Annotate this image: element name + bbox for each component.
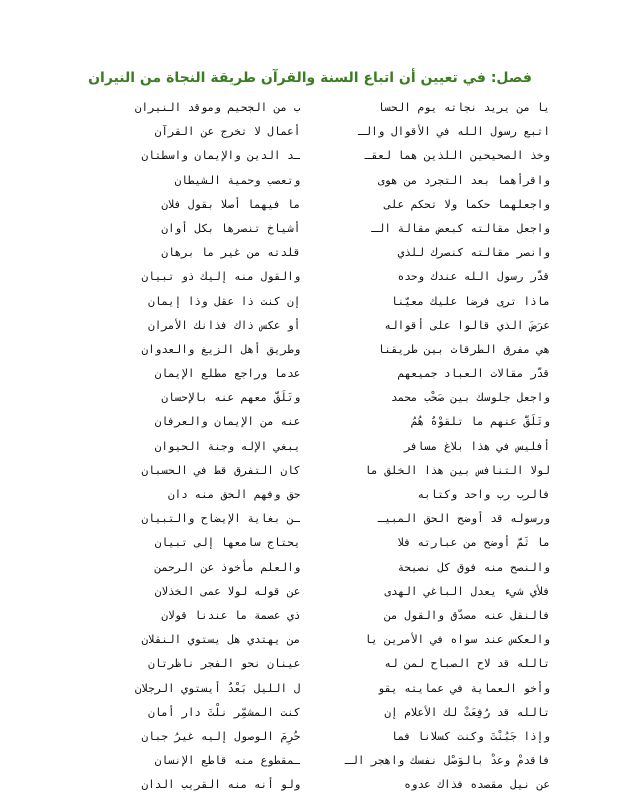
verse-first-hemistich: وانصر مقالته كنصرك للذي <box>397 246 550 260</box>
verse-first-hemistich: واقرأهما بعد التجرد من هوى <box>377 173 550 187</box>
poem-verses <box>70 96 550 797</box>
verse-first-hemistich: والعكس عند سواه في الأمرين يا <box>364 633 550 647</box>
verse-line <box>70 725 550 749</box>
verse-line <box>70 362 550 386</box>
verse-line <box>70 701 550 725</box>
verse-line <box>70 410 550 434</box>
verse-line <box>70 604 550 628</box>
verse-second-hemistich: حُرِمَ الوصول إليه غيرُ جبان <box>141 729 301 743</box>
verse-line <box>70 677 550 701</box>
verse-line <box>70 265 550 289</box>
verse-line <box>70 338 550 362</box>
section-title: فصل: في تعيين أن اتباع السنة والقرآن طريقة النجاة من النيران <box>88 70 532 86</box>
verse-first-hemistich: وخذ الصحيحين اللذين هما لعقـ <box>364 149 550 163</box>
verse-first-hemistich: فاقدمْ وعدْ بالوَصْل نفسك واهجر الـ <box>344 754 550 768</box>
verse-first-hemistich: واجعلهما حكما ولا تحكم على <box>384 197 550 211</box>
verse-second-hemistich: إن كنت ذا عقل وذا إيمان <box>148 294 301 308</box>
verse-second-hemistich: عنه من الإيمان والعرفان <box>154 415 301 429</box>
verse-first-hemistich: فالنقل عنه مصدّق والقول من <box>384 608 550 622</box>
verse-first-hemistich: فالرب رب واحد وكتابه <box>417 488 550 501</box>
verse-line <box>70 483 550 507</box>
verse-first-hemistich: ورسوله قد أوضح الحق المبيـ <box>377 512 550 526</box>
verse-second-hemistich: ولو أنه منه القريب الدان <box>141 778 301 792</box>
verse-first-hemistich: اتبع رسول الله في الأقوال والـ <box>357 125 550 139</box>
verse-line <box>70 652 550 676</box>
verse-first-hemistich: وأخو العماية في عمايته يقو <box>377 681 550 695</box>
verse-second-hemistich: يبغي الإله وجنة الحيوان <box>154 439 301 453</box>
verse-line <box>70 459 550 483</box>
verse-line <box>70 120 550 144</box>
verse-second-hemistich: من يهتدي هل يستوي النقلان <box>141 633 301 647</box>
verse-line <box>70 386 550 410</box>
verse-second-hemistich: وطريق أهل الزيغ والعدوان <box>141 342 301 356</box>
verse-second-hemistich: ـد الدين والإيمان واسطتان <box>141 149 301 163</box>
verse-second-hemistich: وتَلَقَّ معهم عنه بالإحسان <box>161 391 301 405</box>
verse-first-hemistich: وإذا جَبُنْتَ وكنت كسلانا فما <box>391 729 550 743</box>
verse-first-hemistich: والنصح منه فوق كل نصيحة <box>397 560 550 574</box>
verse-first-hemistich: قدّر مقالات العباد جميعهم <box>397 367 550 381</box>
verse-first-hemistich: لولا التنافس بين هذا الخلق ما <box>364 463 550 477</box>
verse-line <box>70 290 550 314</box>
verse-second-hemistich: كنت المشمِّر نلْتَ دار أمان <box>148 705 301 719</box>
verse-line <box>70 749 550 773</box>
verse-first-hemistich: أفليس في هذا بلاغ مسافر <box>404 439 550 453</box>
verse-second-hemistich: والقول منه إليك ذو تبيان <box>141 270 301 284</box>
verse-second-hemistich: أو عكس ذاك فذانك الأمران <box>148 318 301 332</box>
verse-second-hemistich: وتعصب وحمية الشيطان <box>174 173 301 187</box>
verse-second-hemistich: عينان نحو الفجر ناظرتان <box>148 657 301 671</box>
verse-first-hemistich: ما ثَمَّ أوضح من عبارته فلا <box>397 536 550 550</box>
verse-first-hemistich: واجعل مقالته كبعض مقالة الـ <box>371 221 550 235</box>
verse-second-hemistich: ـمقطوع منه قاطع الإنسان <box>154 754 301 768</box>
verse-first-hemistich: عرَضَ الذي قالوا على أقواله <box>384 318 550 332</box>
verse-second-hemistich: ذي عصمة ما عندنا قولان <box>161 608 301 622</box>
verse-line <box>70 241 550 265</box>
verse-line <box>70 314 550 338</box>
verse-second-hemistich: عن قوله لولا عمى الخذلان <box>154 584 301 598</box>
verse-first-hemistich: ماذا ترى فرضا عليك معيّنا <box>391 294 550 308</box>
verse-second-hemistich: ب من الجحيم وموقد النيران <box>134 101 301 114</box>
verse-line <box>70 96 550 120</box>
verse-line <box>70 507 550 531</box>
verse-second-hemistich: ـن بغاية الإيضاح والتبيان <box>141 512 301 526</box>
verse-second-hemistich: كان التفرق قط في الحسبان <box>141 463 301 477</box>
verse-second-hemistich: أعمال لا تخرج عن القرآن <box>154 125 301 139</box>
verse-first-hemistich: واجعل جلوسك بين صَحْب محمد <box>391 391 550 405</box>
verse-second-hemistich: ما فيهما أصلا بقول فلان <box>161 197 301 211</box>
verse-line <box>70 580 550 604</box>
verse-second-hemistich: حق وفهم الحق منه دان <box>167 488 301 501</box>
verse-first-hemistich: هي مفرق الطرقات بين طريقنا <box>377 342 550 356</box>
verse-first-hemistich: يا من يريد نجاته يوم الحسا <box>377 101 550 114</box>
verse-first-hemistich: تالله قد لاح الصباح لمن له <box>384 657 550 671</box>
verse-second-hemistich: ل الليل بَعْدُ أيستوي الرجلان <box>134 681 301 695</box>
verse-first-hemistich: تالله قد رُفِعَتْ لك الأعلام إن <box>384 705 550 719</box>
verse-line <box>70 144 550 168</box>
verse-line <box>70 556 550 580</box>
verse-first-hemistich: عن نيل مقصده فذاك عدوه <box>404 778 550 792</box>
verse-line <box>70 169 550 193</box>
verse-second-hemistich: أشياخ تنصرها بكل أوان <box>161 221 301 235</box>
verse-line <box>70 628 550 652</box>
verse-line <box>70 531 550 555</box>
verse-first-hemistich: وتَلَقَّ عنهم ما تلقوْهُ هُمُ <box>410 415 550 429</box>
verse-line <box>70 435 550 459</box>
verse-second-hemistich: والعلم مأخوذ عن الرحمن <box>154 560 301 574</box>
verse-first-hemistich: فلأي شيء يعدل الباغي الهدى <box>384 584 550 598</box>
verse-second-hemistich: يحتاج سامعها إلى تبيان <box>154 536 301 550</box>
verse-line <box>70 193 550 217</box>
verse-first-hemistich: قدّر رسول الله عندك وحده <box>397 270 550 284</box>
verse-line <box>70 773 550 797</box>
verse-second-hemistich: عدما وراجع مطلع الإيمان <box>154 367 301 381</box>
verse-second-hemistich: قلدته من غير ما برهان <box>161 246 301 260</box>
verse-line <box>70 217 550 241</box>
